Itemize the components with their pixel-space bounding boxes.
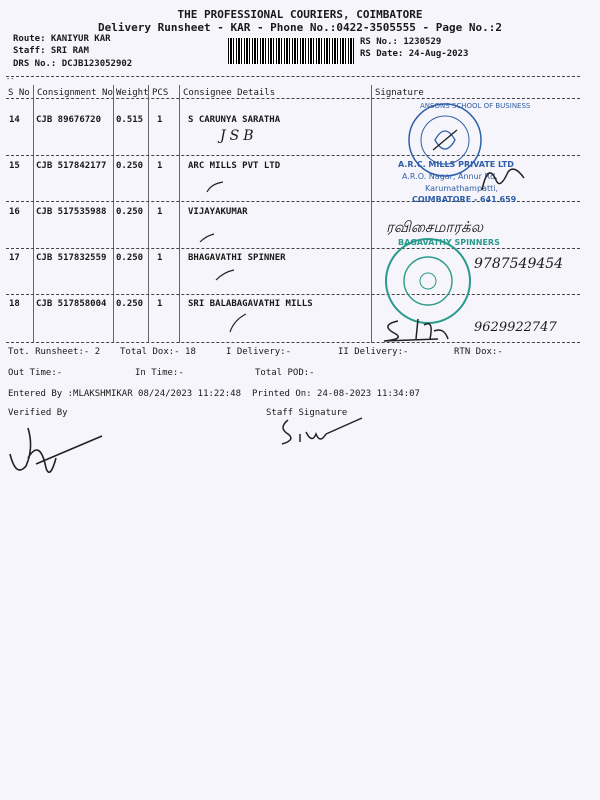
i-delivery: I Delivery:- [226,347,292,357]
table-bottom-rule [6,342,580,343]
row-weight: 0.515 [116,115,144,125]
handwritten-initials: JSB [220,128,258,144]
staff-signature-label: Staff Signature [266,408,348,418]
tick-mark [198,232,218,246]
row-consignee: ARC MILLS PVT LTD [188,161,281,171]
row-consignee: SRI BALABAGAVATHI MILLS [188,299,313,309]
staff-label: Staff: SRI RAM [13,46,89,56]
row-sno: 18 [9,299,20,309]
handwritten-phone: 9629922747 [474,320,557,335]
row-pcs: 1 [157,299,163,309]
rtn-dox: RTN Dox:- [454,347,503,357]
tick-mark [228,312,248,334]
row-sno: 16 [9,207,20,217]
col-pcs: PCS [152,88,169,98]
row18-signature [378,315,458,343]
row-pcs: 1 [157,115,163,125]
total-dox: Total Dox:- 18 [120,347,196,357]
col-divider [148,85,149,343]
arc-stamp-line3: Karumathampatti, [425,184,498,193]
row-weight: 0.250 [116,161,144,171]
tot-runsheet: Tot. Runsheet:- 2 [8,347,101,357]
in-time: In Time:- [135,368,184,378]
rs-number: RS No.: 1230529 [360,37,442,47]
rs-date: RS Date: 24-Aug-2023 [360,49,469,59]
row-consignment: CJB 517535988 [36,207,107,217]
tick-mark [214,268,236,282]
row-sno: 15 [9,161,20,171]
verifier-signature [6,418,106,484]
bhagavathy-stamp [382,235,474,327]
arc-signature [478,160,528,194]
row-consignee: VIJAYAKUMAR [188,207,248,217]
row-consignment: CJB 89676720 [36,115,102,125]
col-signature: Signature [375,88,424,98]
row-consignment: CJB 517832559 [36,253,107,263]
row-weight: 0.250 [116,253,144,263]
barcode [228,38,354,64]
row-weight: 0.250 [116,207,144,217]
col-divider [113,85,114,343]
row-divider [6,294,580,295]
rule-tick: -- [6,75,15,83]
row-sno: 14 [9,115,20,125]
school-stamp-text: ANSONS SCHOOL OF BUSINESS [420,102,531,110]
staff-signature [276,414,366,450]
col-divider [33,85,34,343]
handwritten-phone: 9787549454 [474,256,564,272]
header-top-rule [6,76,580,77]
entered-by: Entered By :MLAKSHMIKAR 08/24/2023 11:22:48 [8,389,241,399]
row-sno: 17 [9,253,20,263]
row-divider [6,155,580,156]
col-consignment: Consignment No [37,88,113,98]
col-weight: Weight [116,88,149,98]
company-title: THE PROFESSIONAL COURIERS, COIMBATORE [177,8,423,21]
row-consignment: CJB 517842177 [36,161,107,171]
bhagavathy-stamp-text: BAGAVATHY SPINNERS [398,238,500,247]
arc-stamp-line4: COIMBATORE - 641 659 [412,195,517,204]
drs-number: DRS No.: DCJB123052902 [13,59,133,69]
arc-stamp-line1: A.R.C. MILLS PRIVATE LTD [398,160,514,169]
row-consignee: S CARUNYA SARATHA [188,115,281,125]
row-consignee: BHAGAVATHI SPINNER [188,253,286,263]
col-consignee: Consignee Details [183,88,276,98]
col-divider [179,85,180,343]
row-pcs: 1 [157,207,163,217]
out-time: Out Time:- [8,368,63,378]
runsheet-subtitle: Delivery Runsheet - KAR - Phone No.:0422-3505555 - Page No.:2 [98,21,502,34]
route-label: Route: KANIYUR KAR [13,34,111,44]
col-sno: S No [8,88,30,98]
arc-stamp-line2: A.R.O. Nagar, Annur Rd. [402,172,498,181]
row-divider [6,248,580,249]
tick-mark [205,180,225,194]
row-consignment: CJB 517858004 [36,299,107,309]
handwritten-name: ரவிசைமாரக்ல [386,218,484,236]
row-pcs: 1 [157,161,163,171]
row-weight: 0.250 [116,299,144,309]
col-divider [371,85,372,343]
printed-on: Printed On: 24-08-2023 11:34:07 [252,389,420,399]
total-pod: Total POD:- [255,368,315,378]
verified-by-label: Verified By [8,408,68,418]
ii-delivery: II Delivery:- [338,347,409,357]
header-bottom-rule [6,98,580,99]
row-pcs: 1 [157,253,163,263]
